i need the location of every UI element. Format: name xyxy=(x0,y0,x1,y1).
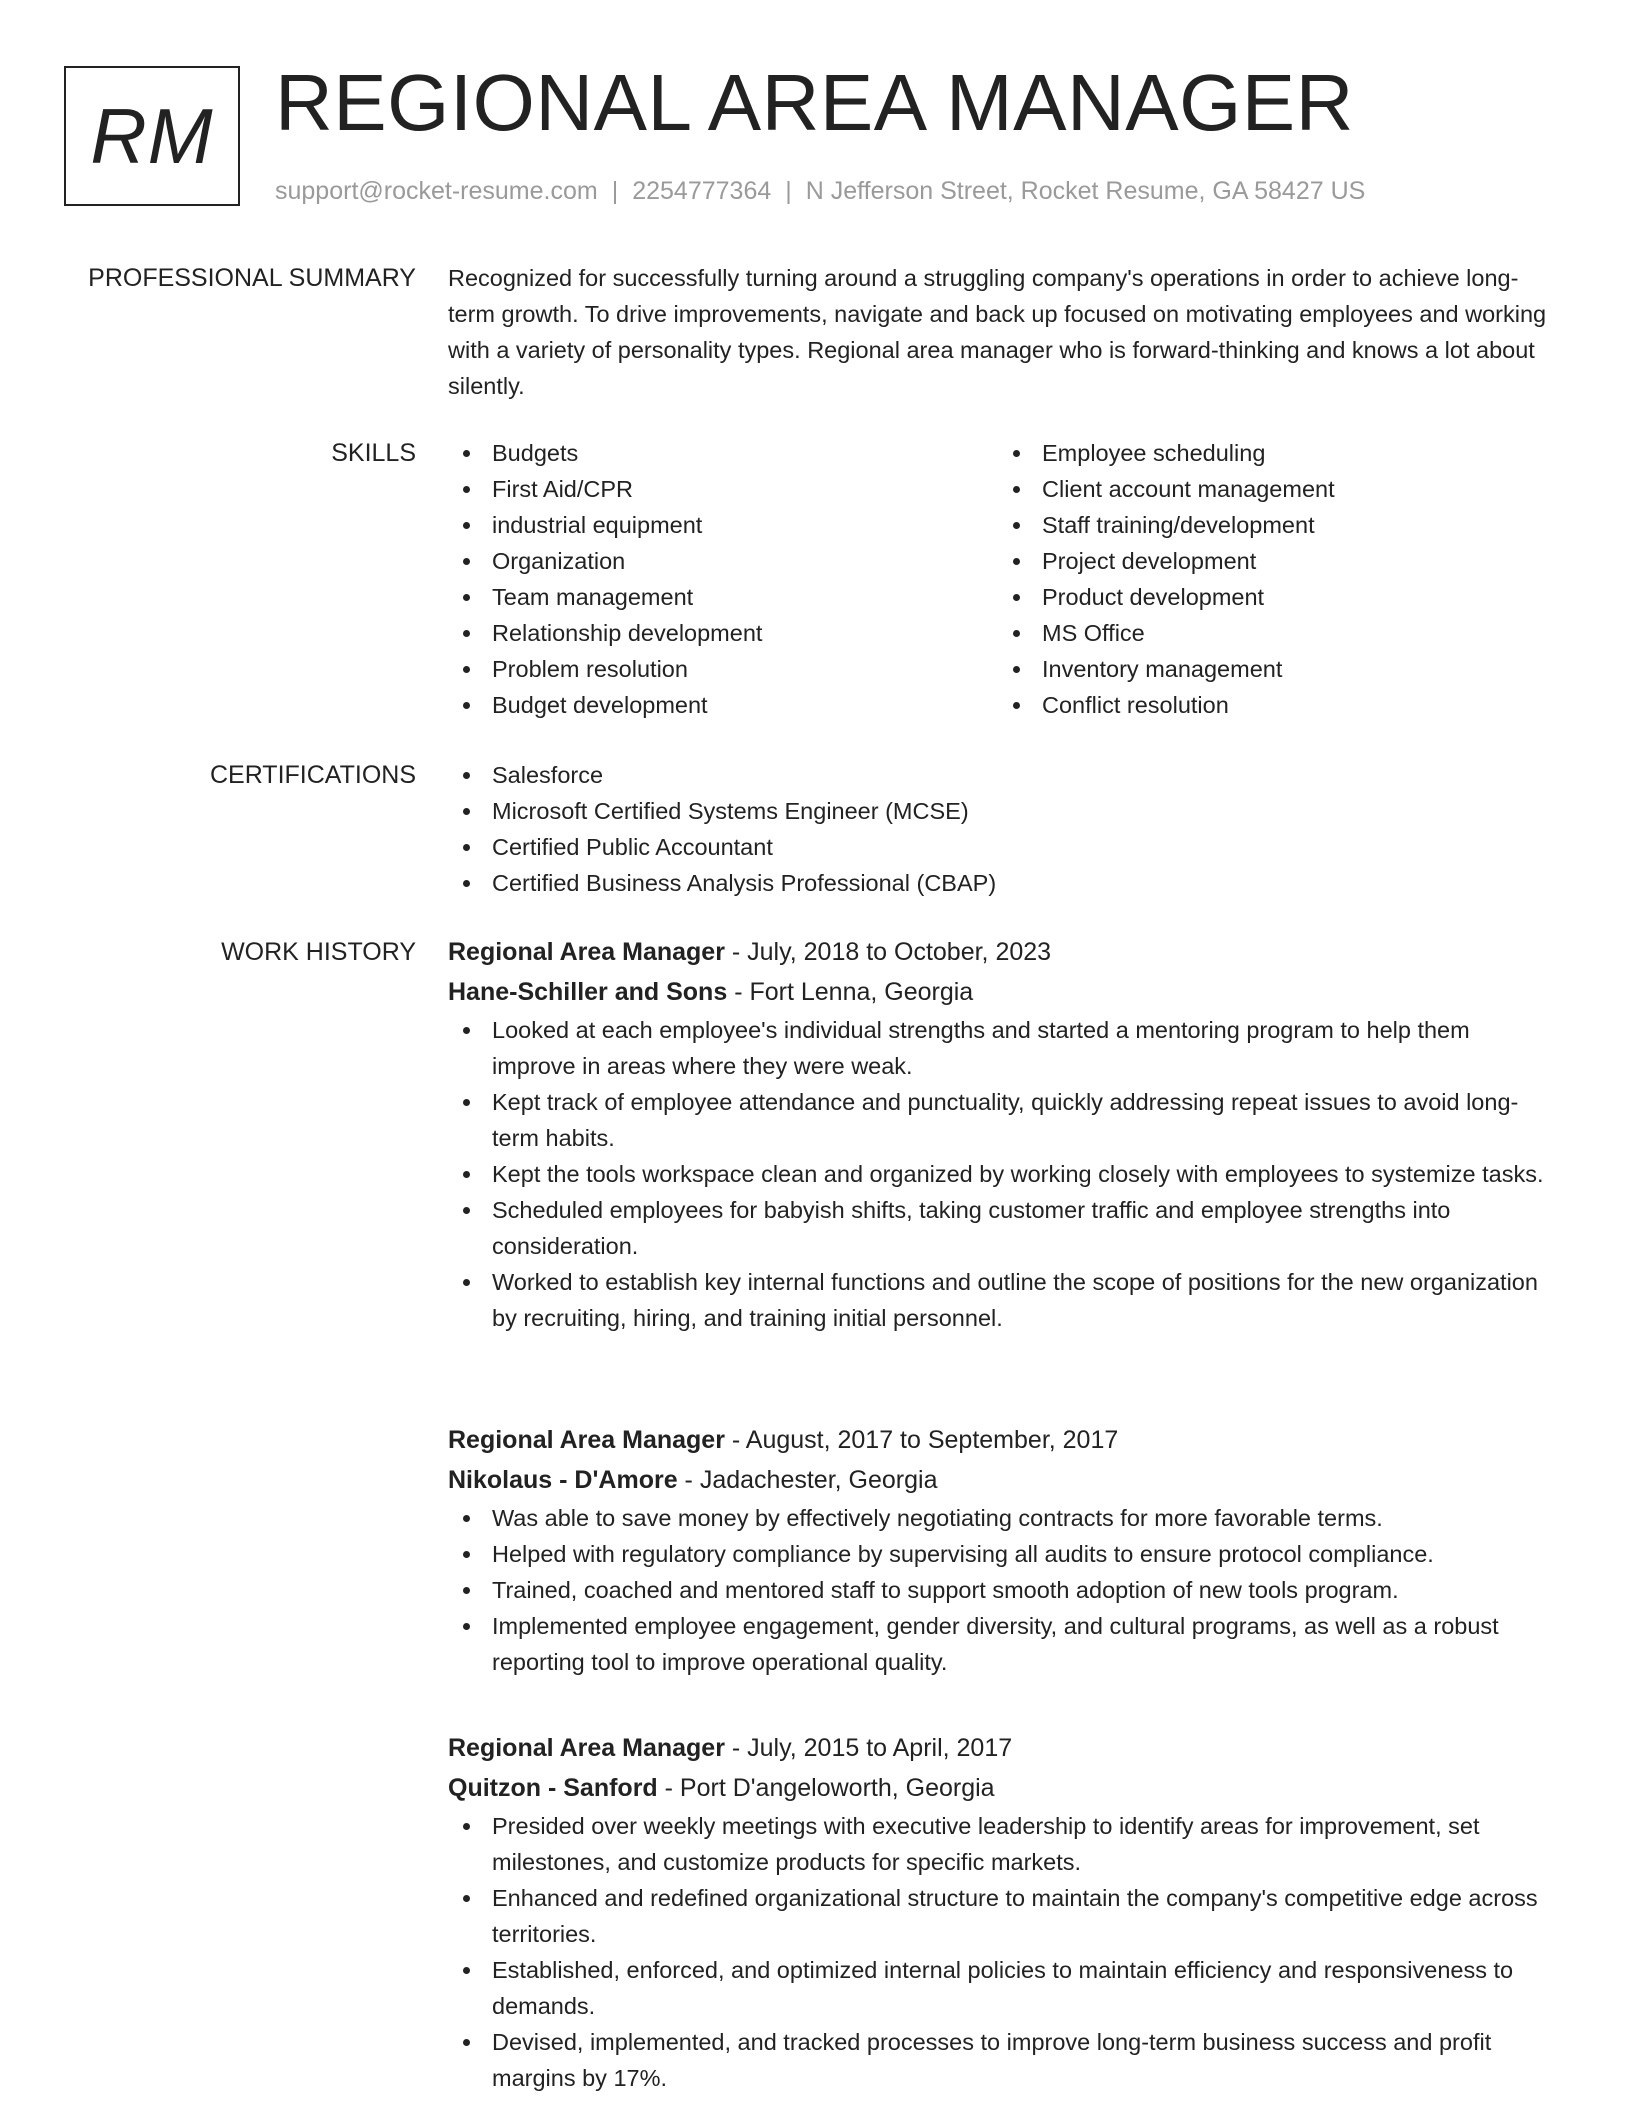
section-label-summary: PROFESSIONAL SUMMARY xyxy=(88,264,416,292)
job-title-line xyxy=(448,1728,1558,1768)
job-dates: - July, 2018 to October, 2023 xyxy=(724,938,1052,966)
job-bullet: Kept track of employee attendance and punctuality, quickly addressing repeat issues to avoid long-term habits. xyxy=(448,1084,1558,1156)
contact-separator: | xyxy=(785,177,792,205)
certification-item: Salesforce xyxy=(448,757,1558,793)
skills-list-right xyxy=(998,435,1548,723)
job-location: - Fort Lenna, Georgia xyxy=(727,978,974,1006)
job-bullet: Kept the tools workspace clean and organized by working closely with employees to systemize tasks. xyxy=(448,1156,1558,1192)
contact-address: N Jefferson Street, Rocket Resume, GA 58427 US xyxy=(805,177,1366,205)
skill-item: MS Office xyxy=(998,615,1548,651)
summary-body xyxy=(448,260,1558,404)
job-bullet: Presided over weekly meetings with executive leadership to identify areas for improvement, set milestones, and customize products for specific markets. xyxy=(448,1808,1558,1880)
job-bullet: Established, enforced, and optimized internal policies to maintain efficiency and responsiveness to demands. xyxy=(448,1952,1558,2024)
section-label-certifications: CERTIFICATIONS xyxy=(209,761,416,789)
resume-title: REGIONAL AREA MANAGER xyxy=(275,58,1354,147)
skill-item: Organization xyxy=(448,543,998,579)
job-location: - Jadachester, Georgia xyxy=(677,1466,938,1494)
certifications-list xyxy=(448,757,1558,901)
certification-item: Microsoft Certified Systems Engineer (MCSE) xyxy=(448,793,1558,829)
skill-item: Client account management xyxy=(998,471,1548,507)
job-title-line xyxy=(448,1420,1558,1460)
job-dates: - August, 2017 to September, 2017 xyxy=(724,1426,1119,1454)
job-bullets xyxy=(448,1808,1558,2096)
skills-body xyxy=(448,435,1558,723)
certification-item: Certified Business Analysis Professional (CBAP) xyxy=(448,865,1558,901)
skill-item: Budget development xyxy=(448,687,998,723)
job-company: Hane-Schiller and Sons xyxy=(448,978,728,1006)
skills-columns xyxy=(448,435,1558,723)
job-title: Regional Area Manager xyxy=(448,1734,725,1762)
skill-item: Staff training/development xyxy=(998,507,1548,543)
job-company: Nikolaus - D'Amore xyxy=(448,1466,678,1494)
job-title-line xyxy=(448,932,1558,972)
job-bullet: Devised, implemented, and tracked processes to improve long-term business success and profit margins by 17%. xyxy=(448,2024,1558,2096)
skill-item: Team management xyxy=(448,579,998,615)
job-location: - Port D'angeloworth, Georgia xyxy=(657,1774,995,1802)
contact-email: support@rocket-resume.com xyxy=(275,177,598,205)
skill-item: First Aid/CPR xyxy=(448,471,998,507)
monogram-initials: RM xyxy=(90,91,214,180)
contact-phone: 2254777364 xyxy=(632,177,772,205)
job-bullet: Trained, coached and mentored staff to support smooth adoption of new tools program. xyxy=(448,1572,1558,1608)
job-bullet: Worked to establish key internal functions and outline the scope of positions for the new organization by recruiting, hiring, and training initial personnel. xyxy=(448,1264,1558,1336)
job-title: Regional Area Manager xyxy=(448,1426,725,1454)
job-bullet: Scheduled employees for babyish shifts, taking customer traffic and employee strengths into consideration. xyxy=(448,1192,1558,1264)
job-bullet: Looked at each employee's individual strengths and started a mentoring program to help them improve in areas where they were weak. xyxy=(448,1012,1558,1084)
certifications-body xyxy=(448,757,1558,901)
skill-item: Product development xyxy=(998,579,1548,615)
certification-item: Certified Public Accountant xyxy=(448,829,1558,865)
contact-line xyxy=(275,174,1365,208)
job-bullet: Enhanced and redefined organizational structure to maintain the company's competitive edge across territories. xyxy=(448,1880,1558,1952)
job-bullet: Implemented employee engagement, gender diversity, and cultural programs, as well as a robust reporting tool to improve operational quality. xyxy=(448,1608,1558,1680)
skill-item: Employee scheduling xyxy=(998,435,1548,471)
skill-item: Budgets xyxy=(448,435,998,471)
job-bullet: Was able to save money by effectively negotiating contracts for more favorable terms. xyxy=(448,1500,1558,1536)
job-entry xyxy=(448,932,1558,1336)
monogram-box xyxy=(64,66,240,206)
job-bullets xyxy=(448,1012,1558,1336)
skill-item: Conflict resolution xyxy=(998,687,1548,723)
job-bullets xyxy=(448,1500,1558,1680)
contact-separator: | xyxy=(611,177,619,205)
job-company: Quitzon - Sanford xyxy=(448,1774,658,1802)
skill-item: Inventory management xyxy=(998,651,1548,687)
summary-text: Recognized for successfully turning around a struggling company's operations in order to achieve long-term growth. To drive improvements, navigate and back up focused on motivating employees and working with a variety of personality types. Regional area manager who is forward-thinking and knows a lot about silently. xyxy=(448,265,1547,399)
job-company-line xyxy=(448,1460,1558,1500)
skill-item: industrial equipment xyxy=(448,507,998,543)
job-company-line xyxy=(448,1768,1558,1808)
job-entry xyxy=(448,1728,1558,2096)
section-label-work-history: WORK HISTORY xyxy=(221,938,416,966)
skill-item: Problem resolution xyxy=(448,651,998,687)
skill-item: Project development xyxy=(998,543,1548,579)
section-label-skills: SKILLS xyxy=(331,439,416,467)
skill-item: Relationship development xyxy=(448,615,998,651)
job-dates: - July, 2015 to April, 2017 xyxy=(724,1734,1013,1762)
job-title: Regional Area Manager xyxy=(448,938,725,966)
job-bullet: Helped with regulatory compliance by supervising all audits to ensure protocol compliance. xyxy=(448,1536,1558,1572)
job-entry xyxy=(448,1420,1558,1680)
skills-list-left xyxy=(448,435,998,723)
job-company-line xyxy=(448,972,1558,1012)
